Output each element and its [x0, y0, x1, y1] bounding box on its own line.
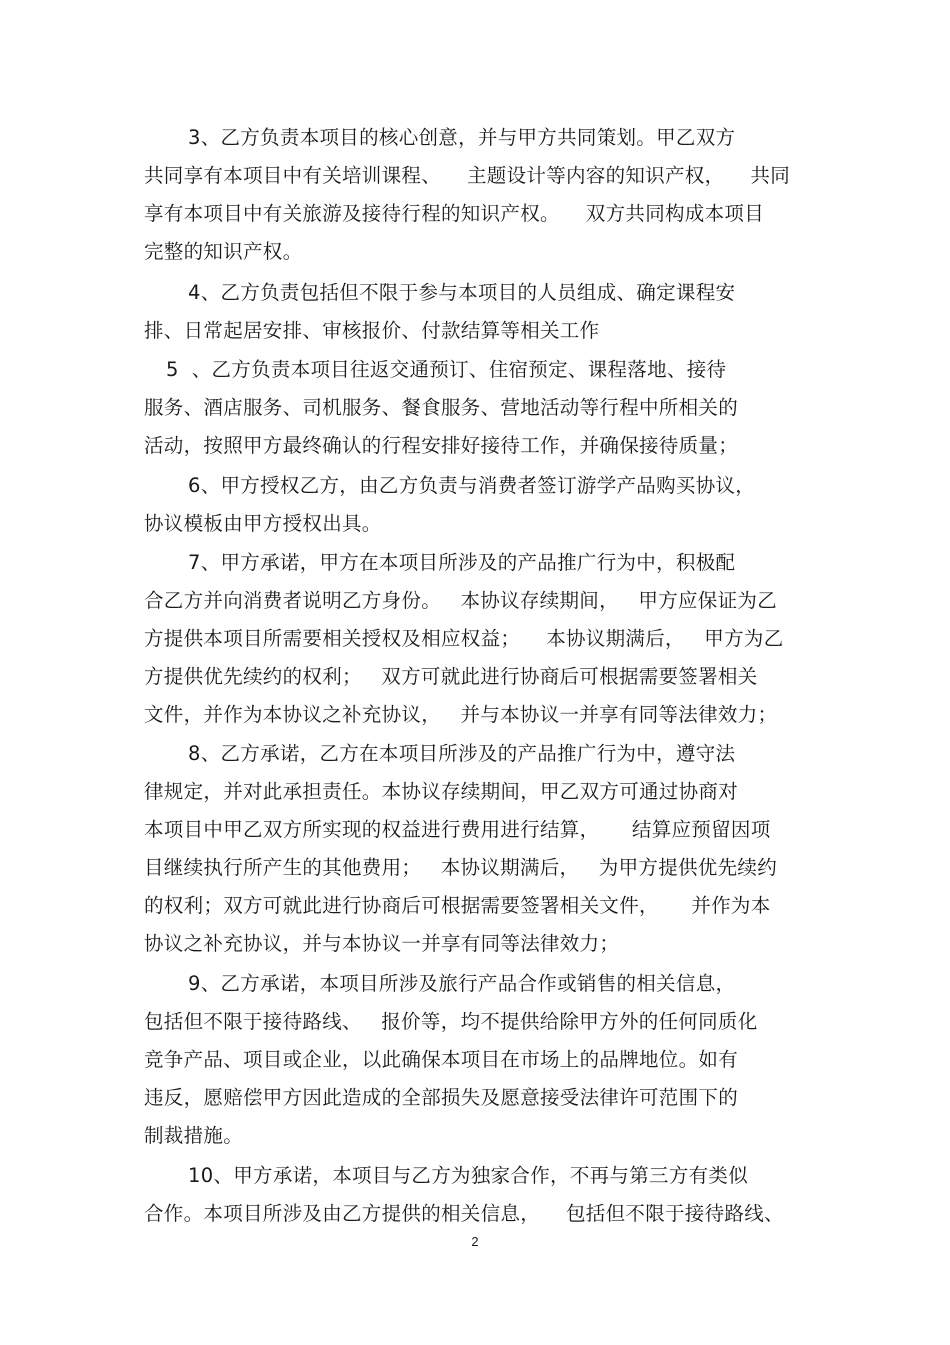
paragraph-line: 合作。本项目所涉及由乙方提供的相关信息， 包括但不限于接待路线、	[144, 1202, 784, 1225]
paragraph-line: 活动，按照甲方最终确认的行程安排好接待工作，并确保接待质量；	[144, 434, 739, 457]
paragraph-line: 协议模板由甲方授权出具。	[144, 512, 382, 535]
paragraph-line: 竞争产品、项目或企业，以此确保本项目在市场上的品牌地位。如有	[144, 1048, 739, 1071]
paragraph-line: 的权利；双方可就此进行协商后可根据需要签署相关文件， 并作为本	[144, 894, 771, 917]
paragraph-line: 服务、酒店服务、司机服务、餐食服务、营地活动等行程中所相关的	[144, 396, 739, 419]
paragraph-line: 8、乙方承诺，乙方在本项目所涉及的产品推广行为中，遵守法	[188, 742, 736, 765]
paragraph-line: 目继续执行所产生的其他费用； 本协议期满后， 为甲方提供优先续约	[144, 856, 777, 879]
paragraph-line: 10、甲方承诺，本项目与乙方为独家合作，不再与第三方有类似	[188, 1164, 749, 1187]
paragraph-line: 文件，并作为本协议之补充协议， 并与本协议一并享有同等法律效力；	[144, 703, 778, 726]
paragraph-line: 7、甲方承诺，甲方在本项目所涉及的产品推广行为中，积极配	[188, 551, 736, 574]
paragraph-line: 9、乙方承诺，本项目所涉及旅行产品合作或销售的相关信息，	[188, 972, 736, 995]
paragraph-line: 制裁措施。	[144, 1124, 244, 1147]
paragraph-line: 协议之补充协议，并与本协议一并享有同等法律效力；	[144, 932, 620, 955]
paragraph-line: 6、甲方授权乙方，由乙方负责与消费者签订游学产品购买协议，	[188, 474, 756, 497]
paragraph-line: 排、日常起居安排、审核报价、付款结算等相关工作	[144, 319, 600, 342]
paragraph-line: 4、乙方负责包括但不限于参与本项目的人员组成、确定课程安	[188, 281, 736, 304]
paragraph-line: 律规定，并对此承担责任。本协议存续期间，甲乙双方可通过协商对	[144, 780, 739, 803]
paragraph-line: 享有本项目中有关旅游及接待行程的知识产权。 双方共同构成本项目	[144, 202, 764, 225]
paragraph-line: 包括但不限于接待路线、 报价等，均不提供给除甲方外的任何同质化	[144, 1010, 758, 1033]
paragraph-line: 合乙方并向消费者说明乙方身份。 本协议存续期间， 甲方应保证为乙	[144, 589, 777, 612]
paragraph-line: 方提供优先续约的权利； 双方可就此进行协商后可根据需要签署相关	[144, 665, 758, 688]
page-number: 2	[471, 1234, 479, 1249]
paragraph-line: 违反，愿赔偿甲方因此造成的全部损失及愿意接受法律许可范围下的	[144, 1086, 739, 1109]
paragraph-line: 共同享有本项目中有关培训课程、 主题设计等内容的知识产权， 共同	[144, 164, 790, 187]
paragraph-line: 3、乙方负责本项目的核心创意，并与甲方共同策划。甲乙双方	[188, 126, 736, 149]
paragraph-line: 完整的知识产权。	[144, 240, 303, 263]
paragraph-line: 5 、乙方负责本项目往返交通预订、住宿预定、课程落地、接待	[166, 358, 727, 381]
paragraph-line: 方提供本项目所需要相关授权及相应权益； 本协议期满后， 甲方为乙	[144, 627, 784, 650]
paragraph-line: 本项目中甲乙双方所实现的权益进行费用进行结算， 结算应预留因项	[144, 818, 771, 841]
